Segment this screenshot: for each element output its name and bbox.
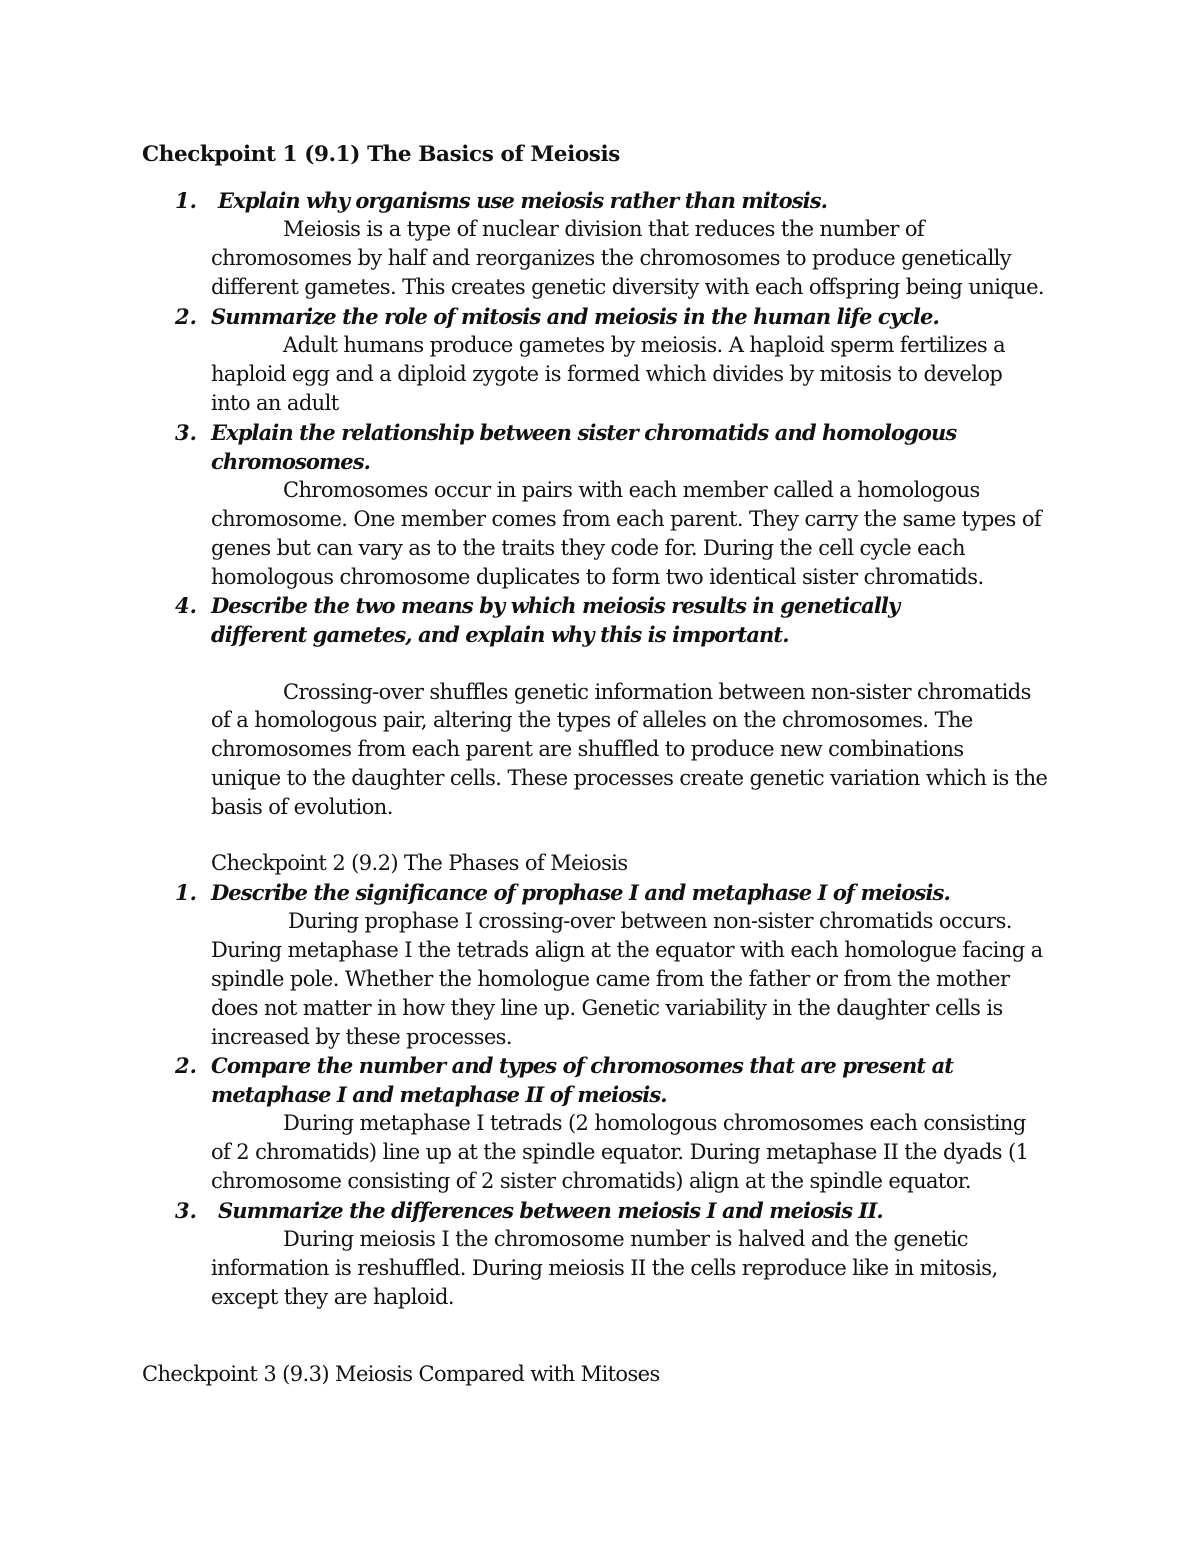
cp1-q4-answer-line: basis of evolution.	[211, 795, 393, 819]
cp2-q3-number: 3.	[175, 1198, 197, 1223]
checkpoint-1-title: Checkpoint 1 (9.1) The Basics of Meiosis	[142, 142, 620, 167]
cp1-q3-answer-line: Chromosomes occur in pairs with each member called a homologous	[283, 478, 980, 502]
cp2-q1-answer-line: does not matter in how they line up. Genetic variability in the daughter cells is	[211, 996, 1003, 1020]
cp1-q3-question-line: Explain the relationship between sister chromatids and homologous	[211, 420, 957, 445]
cp1-q1-number: 1.	[175, 188, 197, 213]
cp1-q4-answer-line: Crossing-over shuffles genetic information between non-sister chromatids	[283, 680, 1031, 704]
cp1-q4-answer-line: chromosomes from each parent are shuffled to produce new combinations	[211, 737, 964, 761]
cp1-q1-answer-line: different gametes. This creates genetic diversity with each offspring being unique.	[211, 275, 1044, 299]
cp2-q2-answer-line: During metaphase I tetrads (2 homologous chromosomes each consisting	[283, 1111, 1026, 1135]
cp2-q2-answer-line: chromosome consisting of 2 sister chromatids) align at the spindle equator.	[211, 1169, 972, 1193]
cp1-q2-answer-line: Adult humans produce gametes by meiosis. A haploid sperm fertilizes a	[283, 333, 1005, 357]
cp2-q2-question-line: metaphase I and metaphase II of meiosis.	[211, 1082, 667, 1107]
cp1-q1-question: Explain why organisms use meiosis rather than mitosis.	[218, 188, 828, 213]
cp1-q4-question-line: different gametes, and explain why this is important.	[211, 622, 789, 647]
cp1-q3-answer-line: chromosome. One member comes from each parent. They carry the same types of	[211, 507, 1042, 531]
cp1-q4-answer-line: unique to the daughter cells. These processes create genetic variation which is the	[211, 766, 1048, 790]
cp1-q3-question-line: chromosomes.	[211, 449, 371, 474]
cp2-q1-number: 1.	[175, 880, 197, 905]
cp1-q3-number: 3.	[175, 420, 197, 445]
cp2-q1-question: Describe the significance of prophase I and metaphase I of meiosis.	[211, 880, 950, 905]
cp2-q2-answer-line: of 2 chromatids) line up at the spindle equator. During metaphase II the dyads (1	[211, 1140, 1029, 1164]
cp2-q1-answer-line: increased by these processes.	[211, 1025, 512, 1049]
cp1-q1-answer-line: chromosomes by half and reorganizes the chromosomes to produce genetically	[211, 246, 1012, 270]
cp1-q4-question-line: Describe the two means by which meiosis results in genetically	[211, 593, 900, 618]
cp2-q2-number: 2.	[175, 1053, 197, 1078]
checkpoint-3-title: Checkpoint 3 (9.3) Meiosis Compared with Mitoses	[142, 1362, 660, 1386]
cp1-q2-question: Summarize the role of mitosis and meiosis in the human life cycle.	[211, 304, 939, 329]
cp2-q3-answer-line: information is reshuffled. During meiosis II the cells reproduce like in mitosis,	[211, 1256, 998, 1280]
cp1-q4-answer-line: of a homologous pair, altering the types of alleles on the chromosomes. The	[211, 708, 973, 732]
cp2-q1-answer-line: spindle pole. Whether the homologue came from the father or from the mother	[211, 967, 1010, 991]
cp2-q2-question-line: Compare the number and types of chromosomes that are present at	[211, 1053, 954, 1078]
cp1-q4-number: 4.	[175, 593, 197, 618]
cp1-q3-answer-line: genes but can vary as to the traits they code for. During the cell cycle each	[211, 536, 965, 560]
cp1-q1-answer-line: Meiosis is a type of nuclear division that reduces the number of	[283, 217, 925, 241]
cp2-q3-answer-line: During meiosis I the chromosome number is halved and the genetic	[283, 1227, 968, 1251]
cp1-q2-answer-line: haploid egg and a diploid zygote is formed which divides by mitosis to develop	[211, 362, 1003, 386]
cp1-q2-number: 2.	[175, 304, 197, 329]
cp2-q1-answer-line: During metaphase I the tetrads align at the equator with each homologue facing a	[211, 938, 1043, 962]
cp2-q3-question: Summarize the differences between meiosis I and meiosis II.	[218, 1198, 883, 1223]
cp1-q2-answer-line: into an adult	[211, 391, 339, 415]
cp2-q3-answer-line: except they are haploid.	[211, 1285, 454, 1309]
cp2-q1-answer-line: During prophase I crossing-over between non-sister chromatids occurs.	[288, 909, 1012, 933]
cp1-q3-answer-line: homologous chromosome duplicates to form two identical sister chromatids.	[211, 565, 984, 589]
checkpoint-2-title: Checkpoint 2 (9.2) The Phases of Meiosis	[211, 851, 628, 875]
